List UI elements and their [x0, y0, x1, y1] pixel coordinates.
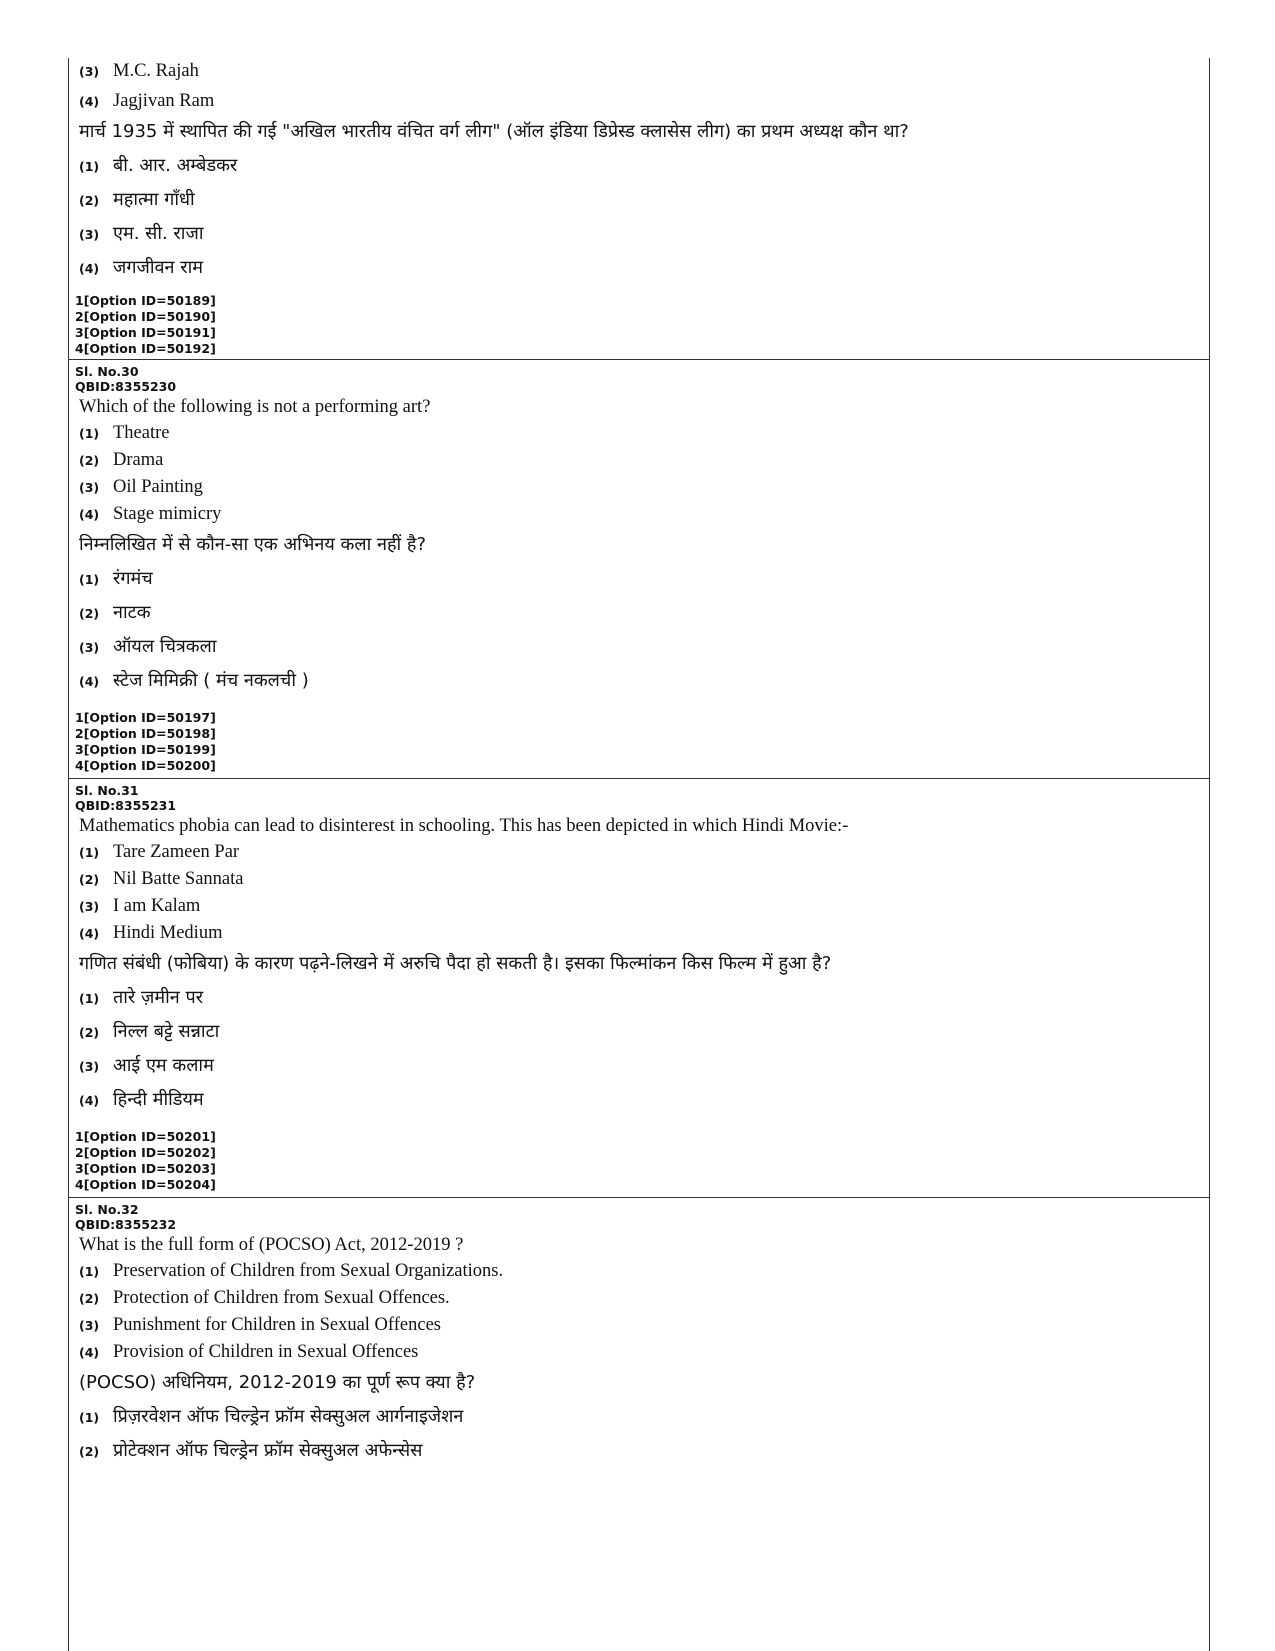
option-row [75, 839, 1201, 866]
option-number: (1) [79, 159, 100, 174]
option-id: 3[Option ID=50199] [75, 742, 216, 757]
option-id-list [75, 293, 1201, 359]
qbid: QBID:8355231 [75, 798, 177, 813]
option-number: (4) [79, 94, 100, 109]
option-row [75, 664, 1201, 698]
option-number: (4) [79, 1345, 100, 1360]
question-text-english: What is the full form of (POCSO) Act, 2012-2019 ? [79, 1235, 464, 1255]
option-text: आई एम कलाम [113, 1055, 214, 1076]
question-block [69, 359, 1209, 778]
option-number: (1) [79, 845, 100, 860]
option-row [75, 893, 1201, 920]
qbid: QBID:8355230 [75, 379, 177, 394]
option-row [75, 474, 1201, 501]
option-number: (2) [79, 193, 100, 208]
serial-number: Sl. No.30 [75, 364, 139, 379]
option-text: I am Kalam [113, 896, 201, 916]
option-number: (4) [79, 507, 100, 522]
option-row [75, 596, 1201, 630]
option-id: 1[Option ID=50189] [75, 293, 216, 308]
option-row [75, 1434, 1201, 1468]
option-row [75, 1400, 1201, 1434]
option-text: Protection of Children from Sexual Offences. [113, 1288, 450, 1308]
option-number: (1) [79, 1410, 100, 1425]
option-text: जगजीवन राम [113, 257, 204, 278]
option-number: (3) [79, 227, 100, 242]
serial-number: Sl. No.31 [75, 783, 139, 798]
option-text: निल्ल बट्टे सन्नाटा [113, 1021, 220, 1042]
option-row [75, 920, 1201, 947]
option-row [75, 183, 1201, 217]
option-row [75, 501, 1201, 528]
option-id-list [75, 710, 1201, 778]
option-text: Nil Batte Sannata [113, 869, 244, 889]
option-number: (1) [79, 1264, 100, 1279]
option-number: (3) [79, 640, 100, 655]
option-number: (3) [79, 64, 100, 79]
option-row [75, 251, 1201, 285]
option-text: M.C. Rajah [113, 61, 199, 81]
option-id: 3[Option ID=50203] [75, 1161, 216, 1176]
option-row [75, 981, 1201, 1015]
option-row [75, 562, 1201, 596]
option-text: बी. आर. अम्बेडकर [113, 155, 238, 176]
option-row [75, 88, 1201, 115]
option-row [75, 866, 1201, 893]
option-id-list [75, 1129, 1201, 1197]
option-text: Drama [113, 450, 164, 470]
option-row [75, 217, 1201, 251]
option-text: Hindi Medium [113, 923, 223, 943]
option-number: (1) [79, 572, 100, 587]
option-row [75, 630, 1201, 664]
option-text: एम. सी. राजा [113, 223, 204, 244]
option-number: (2) [79, 1291, 100, 1306]
option-text: Tare Zameen Par [113, 842, 240, 862]
option-row [75, 1083, 1201, 1117]
option-text: Provision of Children in Sexual Offences [113, 1342, 419, 1362]
option-id: 1[Option ID=50197] [75, 710, 216, 725]
option-text: Theatre [113, 423, 170, 443]
option-number: (2) [79, 1444, 100, 1459]
option-id: 4[Option ID=50200] [75, 758, 216, 773]
option-row [75, 447, 1201, 474]
qbid: QBID:8355232 [75, 1217, 177, 1232]
option-number: (4) [79, 926, 100, 941]
option-text: Punishment for Children in Sexual Offences [113, 1315, 441, 1335]
option-id: 4[Option ID=50204] [75, 1177, 216, 1192]
question-block-continued [69, 58, 1209, 359]
option-text: नाटक [113, 602, 151, 623]
option-row [75, 1258, 1201, 1285]
option-id: 2[Option ID=50198] [75, 726, 216, 741]
option-text: ऑयल चित्रकला [113, 636, 217, 657]
option-number: (3) [79, 480, 100, 495]
question-text-english: Which of the following is not a performing art? [79, 397, 431, 417]
option-id: 2[Option ID=50190] [75, 309, 216, 324]
option-number: (3) [79, 1059, 100, 1074]
option-row [75, 1015, 1201, 1049]
question-text-english: Mathematics phobia can lead to disinterest in schooling. This has been depicted in which Hindi Movie:- [79, 816, 849, 836]
option-row [75, 149, 1201, 183]
serial-number: Sl. No.32 [75, 1202, 139, 1217]
option-number: (3) [79, 1318, 100, 1333]
option-text: Jagjivan Ram [113, 91, 215, 111]
option-text: प्रिज़रवेशन ऑफ चिल्ड्रेन फ्रॉम सेक्सुअल आर्गनाइजेशन [113, 1406, 464, 1427]
question-text-hindi: (POCSO) अधिनियम, 2012-2019 का पूर्ण रूप क्या है? [79, 1372, 476, 1393]
option-text: हिन्दी मीडियम [113, 1089, 204, 1110]
option-row [75, 420, 1201, 447]
option-text: प्रोटेक्शन ऑफ चिल्ड्रेन फ्रॉम सेक्सुअल अफेन्सेस [113, 1440, 423, 1461]
option-text: Oil Painting [113, 477, 203, 497]
question-text-hindi: गणित संबंधी (फोबिया) के कारण पढ़ने-लिखने में अरुचि पैदा हो सकती है। इसका फिल्मांकन किस फिल्म में हुआ है? [79, 953, 832, 974]
option-number: (4) [79, 1093, 100, 1108]
question-paper-page [68, 58, 1210, 1651]
option-number: (4) [79, 674, 100, 689]
option-text: महात्मा गाँधी [113, 189, 195, 210]
question-text-hindi: मार्च 1935 में स्थापित की गई "अखिल भारतीय वंचित वर्ग लीग" (ऑल इंडिया डिप्रेस्ड क्लासेस लीग) का प्रथम अध्यक्ष कौन था? [79, 121, 909, 142]
option-number: (1) [79, 991, 100, 1006]
option-text: स्टेज मिमिक्री ( मंच नकलची ) [113, 670, 309, 691]
question-block [69, 778, 1209, 1197]
option-number: (1) [79, 426, 100, 441]
option-row [75, 1049, 1201, 1083]
option-text: Preservation of Children from Sexual Organizations. [113, 1261, 504, 1281]
option-id: 3[Option ID=50191] [75, 325, 216, 340]
option-id: 1[Option ID=50201] [75, 1129, 216, 1144]
option-number: (2) [79, 1025, 100, 1040]
option-row [75, 58, 1201, 85]
option-row [75, 1339, 1201, 1366]
question-text-hindi: निम्नलिखित में से कौन-सा एक अभिनय कला नहीं है? [79, 534, 427, 555]
option-number: (3) [79, 899, 100, 914]
option-number: (2) [79, 872, 100, 887]
option-row [75, 1312, 1201, 1339]
option-text: Stage mimicry [113, 504, 222, 524]
option-row [75, 1285, 1201, 1312]
option-number: (4) [79, 261, 100, 276]
option-number: (2) [79, 453, 100, 468]
question-block [69, 1197, 1209, 1468]
option-number: (2) [79, 606, 100, 621]
option-id: 4[Option ID=50192] [75, 341, 216, 356]
option-id: 2[Option ID=50202] [75, 1145, 216, 1160]
option-text: तारे ज़मीन पर [113, 987, 204, 1008]
option-text: रंगमंच [113, 568, 153, 589]
